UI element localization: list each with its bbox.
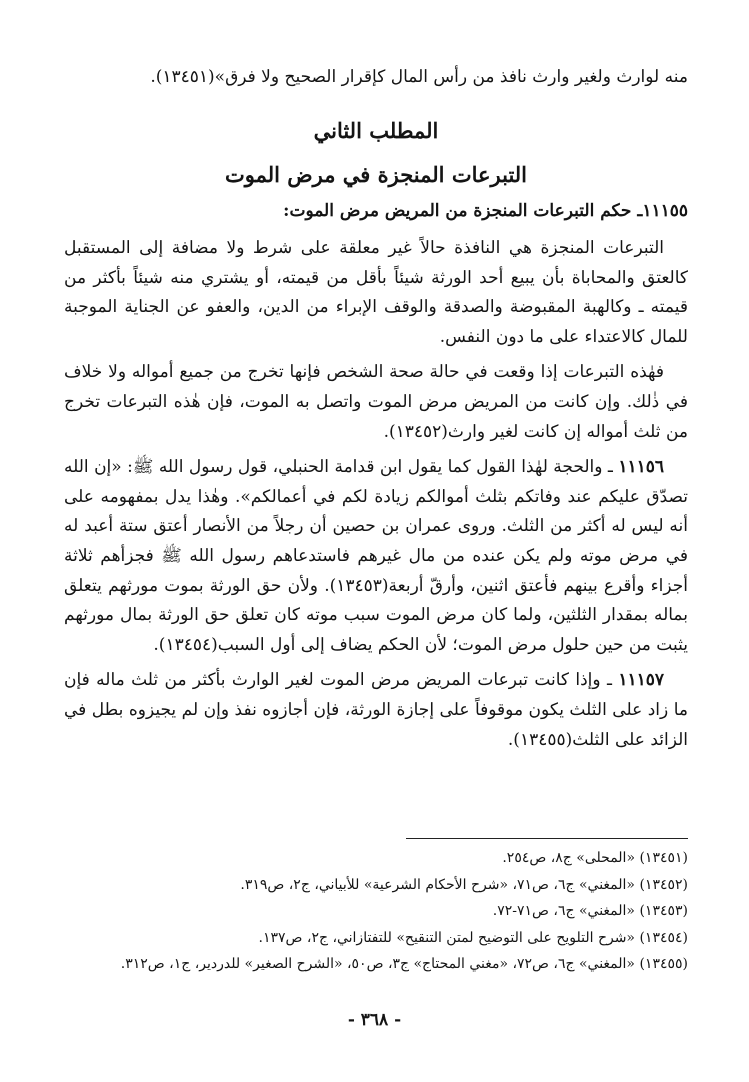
footnote-divider xyxy=(406,838,688,839)
footnotes xyxy=(64,838,688,978)
paragraph-number: ١١١٥٧ xyxy=(618,670,664,691)
item-heading: ١١١٥٥ـ حكم التبرعات المنجزة من المريض مرض الموت: xyxy=(283,201,688,221)
page-number: - ٣٦٨ - xyxy=(347,1010,402,1030)
footnote-5: (١٣٤٥٥) «المغني» ج٦، ص٧٢، «مغني المحتاج» ج٣، ص٥٠، «الشرح الصغير» للدردير، ج١، ص٣١٢. xyxy=(120,956,688,972)
page-body xyxy=(64,62,688,761)
section-subtitle: التبرعات المنجزة في مرض الموت xyxy=(224,162,528,187)
paragraph-4 xyxy=(64,666,688,755)
footnote-2: (١٣٤٥٢) «المغني» ج٦، ص٧١، «شرح الأحكام الشرعية» للأبياني، ج٢، ص٣١٩. xyxy=(240,876,688,893)
paragraph-text: التبرعات المنجزة هي النافذة حالاً غير معلقة على شرط ولا مضافة إلى المستقبل كالعتق والمحاباة بأن يبيع أحد الورثة شيئاً بأقل من قيمته، أو يشتري منه شيئاً بأكثر من قيمته ـ وكالهبة المقبوضة والصدقة والوقف الإبراء من الدين، والعفو عن الجناية الموجبة للمال كالاعتداء على ما دون النفس. xyxy=(64,238,688,347)
footnote-4: (١٣٤٥٤) «شرح التلويح على التوضيح لمتن التنقيح» للتفتازاني، ج٢، ص١٣٧. xyxy=(258,929,688,946)
paragraph-2 xyxy=(64,358,688,447)
section-title: المطلب الثاني xyxy=(313,118,439,143)
paragraph-text: فهٰذه التبرعات إذا وقعت في حالة صحة الشخص فإنها تخرج من جميع أمواله ولا خلاف في ذٰلك. وإن كانت من المريض مرض الموت واتصل به الموت، فإن هٰذه التبرعات تخرج من ثلث أمواله إن كانت لغير وارث(١٣٤٥٢). xyxy=(64,362,688,442)
paragraph-text: ـ وإذا كانت تبرعات المريض مرض الموت لغير الوارث بأكثر من ثلث ماله فإن ما زاد على الثلث يكون موقوفاً على إجازة الورثة، فإن أجازوه نفذ وإن لم يجيزوه بطل في الزائد على الثلث(١٣٤٥٥). xyxy=(64,670,688,750)
footnote-3: (١٣٤٥٣) «المغني» ج٦، ص٧١-٧٢. xyxy=(492,903,688,919)
paragraph-number: ١١١٥٦ xyxy=(618,457,664,478)
continuation-line: منه لوارث ولغير وارث نافذ من رأس المال كإقرار الصحيح ولا فرق»(١٣٤٥١). xyxy=(150,67,688,87)
paragraph-text: ـ والحجة لهٰذا القول كما يقول ابن قدامة الحنبلي، قول رسول الله ﷺ: «إن الله تصدّق عليكم عند وفاتكم بثلث أموالكم زيادة لكم في أعمالكم». وهٰذا يدل بمفهومه على أنه ليس له أكثر من الثلث. وروى عمران بن حصين أن رجلاً من الأنصار أعتق ستة أعبد له في مرض موته ولم يكن عنده من مال غيرهم فاستدعاهم رسول الله ﷺ فجزأهم ثلاثة أجزاء وأقرع بينهم فأعتق اثنين، وأرقّ أربعة(١٣٤٥٣). ولأن حق الورثة بموت مورثهم يتعلق بماله بمقدار الثلثين، ولما كان مرض الموت سبب موته كان تعلق حق الورثة بمال مورثهم يثبت من حين حلول مرض الموت؛ لأن الحكم يضاف إلى أول السبب(١٣٤٥٤). xyxy=(64,457,688,655)
paragraph-1 xyxy=(64,234,688,352)
footnote-1: (١٣٤٥١) «المحلى» ج٨، ص٢٥٤. xyxy=(502,850,688,866)
paragraph-3 xyxy=(64,453,688,660)
